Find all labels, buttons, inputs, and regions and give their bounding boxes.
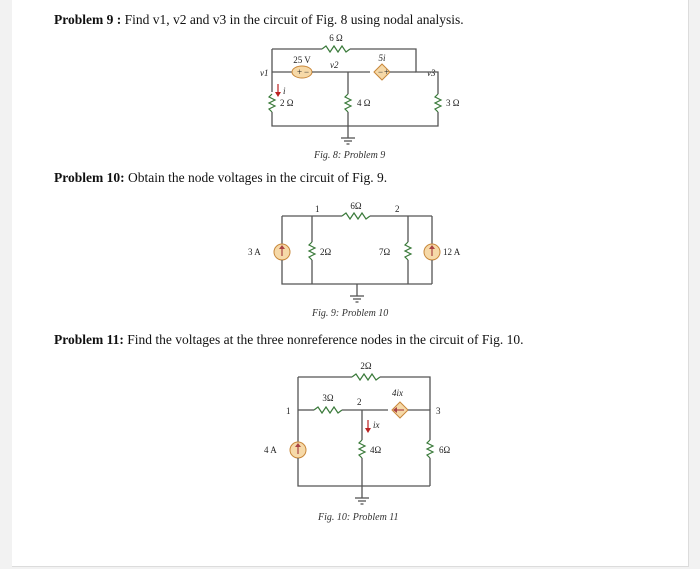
fig10-resistor-3ohm [314, 407, 342, 413]
fig8-vsrc-minus: − [304, 67, 310, 77]
fig8-label-6ohm: 6 Ω [329, 33, 343, 43]
fig9-label-7ohm: 7Ω [379, 247, 391, 257]
fig8-vsrc-plus: + [297, 67, 303, 77]
fig8-dep-minus: − [378, 67, 384, 77]
fig10-label-3ohm: 3Ω [322, 393, 334, 403]
fig10-caption: Fig. 10: Problem 11 [318, 512, 399, 523]
fig10-label-4ix: 4ix [392, 388, 403, 398]
fig10-resistor-6ohm [427, 440, 433, 458]
fig8-label-2ohm: 2 Ω [280, 98, 294, 108]
problem-11-label: Problem 11: [54, 332, 124, 347]
fig10-node-3: 3 [436, 406, 441, 416]
fig8-caption: Fig. 8: Problem 9 [314, 150, 386, 161]
fig10-resistor-4ohm [359, 440, 365, 458]
fig8-label-3ohm: 3 Ω [446, 98, 460, 108]
fig9-label-12a: 12 A [443, 247, 461, 257]
fig9-node-2: 2 [395, 204, 400, 214]
problem-10-text: Obtain the node voltages in the circuit of Fig. 9. [124, 170, 388, 185]
problem-9-label: Problem 9 : [54, 12, 122, 27]
fig8-node-v2: v2 [330, 60, 339, 70]
figure-10-circuit [12, 0, 688, 520]
fig9-label-3a: 3 A [248, 247, 261, 257]
fig8-dep-plus: + [384, 67, 390, 77]
problem-10-label: Problem 10: [54, 170, 125, 185]
fig9-node-1: 1 [315, 204, 320, 214]
document-page [12, 0, 689, 567]
fig10-resistor-2ohm [352, 374, 380, 380]
fig8-node-v3: v3 [427, 68, 436, 78]
fig9-label-6ohm: 6Ω [350, 201, 362, 211]
fig10-current-ix: ix [373, 420, 380, 430]
fig9-label-2ohm: 2Ω [320, 247, 332, 257]
fig8-label-25v: 25 V [293, 55, 311, 65]
fig8-current-i: i [283, 86, 286, 96]
fig10-node-1: 1 [286, 406, 291, 416]
fig10-label-6ohm: 6Ω [439, 445, 451, 455]
fig10-label-4ohm: 4Ω [370, 445, 382, 455]
problem-9-text: Find v1, v2 and v3 in the circuit of Fig. 8 using nodal analysis. [121, 12, 464, 27]
problem-11-text: Find the voltages at the three nonreference nodes in the circuit of Fig. 10. [123, 332, 524, 347]
fig10-label-2ohm: 2Ω [360, 361, 372, 371]
fig8-node-v1: v1 [260, 68, 269, 78]
fig8-label-4ohm: 4 Ω [357, 98, 371, 108]
fig8-label-5i: 5i [378, 53, 386, 63]
fig10-node-2: 2 [357, 397, 362, 407]
fig10-label-4a: 4 A [264, 445, 277, 455]
fig9-caption: Fig. 9: Problem 10 [312, 308, 389, 319]
